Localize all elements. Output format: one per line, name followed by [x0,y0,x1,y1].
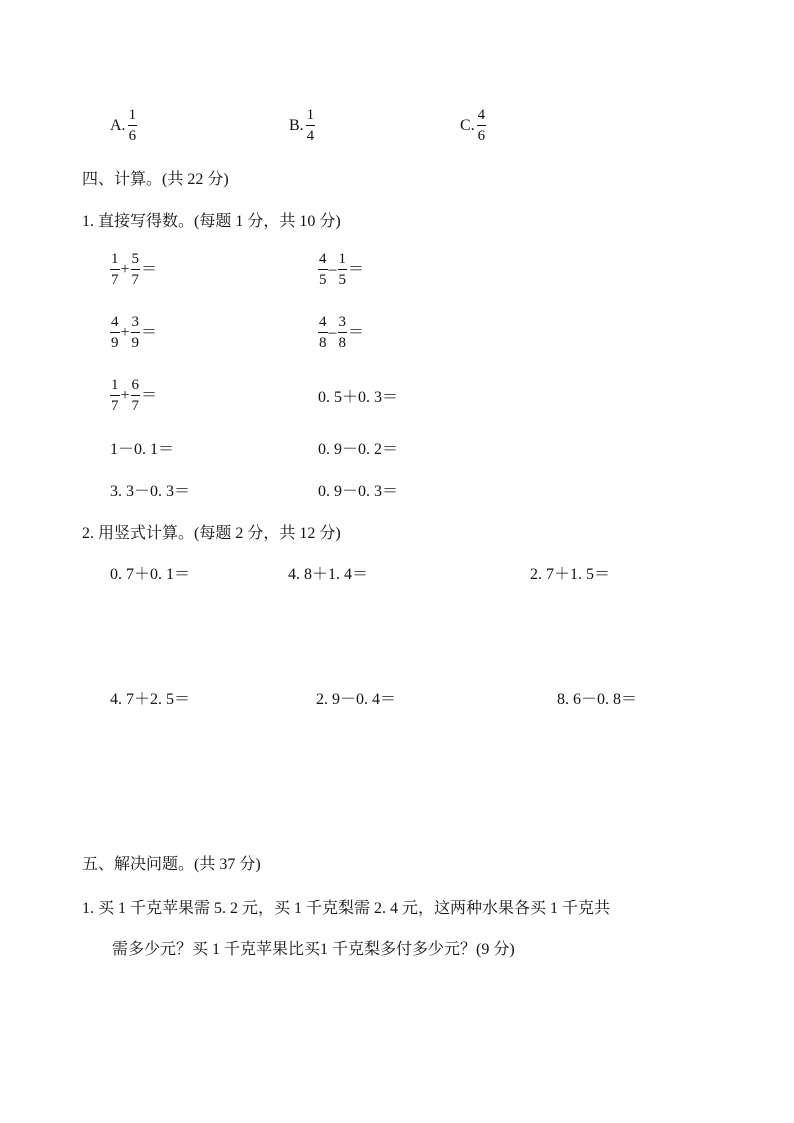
vertical-calc-3: 2. 7＋1. 5＝ [530,566,611,583]
fraction-expr-1: $\frac{1}{7}$ + $\frac{5}{7}$ ＝ [111,251,158,288]
option-c-letter: C. [460,117,475,134]
decimal-expr-4: 3. 3－0. 3＝ [110,483,191,500]
vertical-calc-5: 2. 9－0. 4＝ [316,691,397,708]
fraction-expr-3: $\frac{4}{9}$ + $\frac{3}{9}$ ＝ [111,314,158,351]
vertical-calc-6: 8. 6－0. 8＝ [557,691,638,708]
decimal-expr-3: 0. 9－0. 2＝ [318,441,399,458]
fraction-expr-2: $\frac{4}{5}$ – $\frac{1}{5}$ ＝ [319,251,365,288]
option-a-fraction: $\frac{1}{6}$ [128,107,137,144]
option-c-fraction: $\frac{4}{6}$ [477,107,486,144]
vertical-calc-2: 4. 8＋1. 4＝ [288,566,369,583]
section5-title: 五、解决问题。(共 37 分) [82,856,261,873]
decimal-expr-1: 0. 5＋0. 3＝ [318,389,399,406]
section4-title: 四、计算。(共 22 分) [82,171,229,188]
option-a [110,108,137,144]
section5-q1-line2: 需多少元？买 1 千克苹果比买1 千克梨多付多少元？(9 分) [112,941,515,958]
vertical-calc-1: 0. 7＋0. 1＝ [110,566,191,583]
option-b [289,108,315,144]
fraction-expr-5: $\frac{1}{7}$ + $\frac{6}{7}$ ＝ [111,377,158,414]
fraction-expr-4: $\frac{4}{8}$ – $\frac{3}{8}$ ＝ [319,314,365,351]
option-c [460,108,486,144]
decimal-expr-5: 0. 9－0. 3＝ [318,483,399,500]
decimal-expr-2: 1－0. 1＝ [110,441,175,458]
section5-q1-line1: 1. 买 1 千克苹果需 5. 2 元，买 1 千克梨需 2. 4 元，这两种水果各买 1 千克共 [82,900,611,917]
section4-q2-title: 2. 用竖式计算。(每题 2 分，共 12 分) [82,525,341,542]
option-a-letter: A. [110,117,126,134]
option-b-letter: B. [289,117,304,134]
section4-q1-title: 1. 直接写得数。(每题 1 分，共 10 分) [82,213,341,230]
vertical-calc-4: 4. 7＋2. 5＝ [110,691,191,708]
option-b-fraction: $\frac{1}{4}$ [306,107,315,144]
